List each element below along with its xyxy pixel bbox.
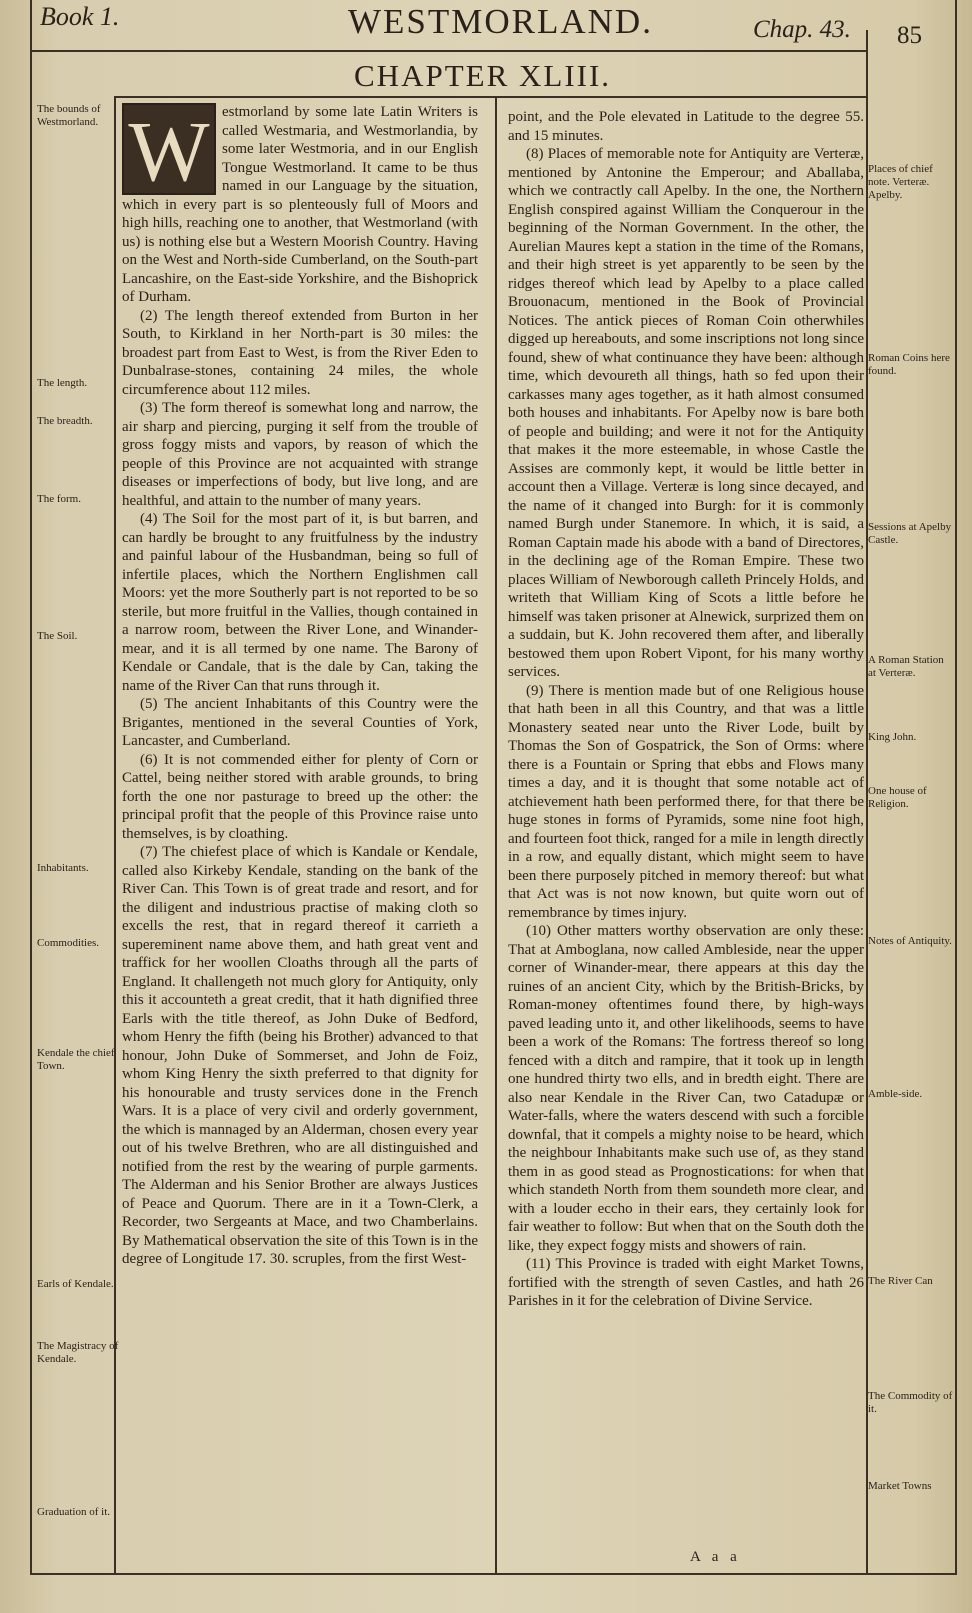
running-title: WESTMORLAND. bbox=[348, 2, 653, 41]
margin-note: Notes of Antiquity. bbox=[868, 935, 952, 947]
margin-note: Amble-side. bbox=[868, 1088, 923, 1100]
text-column-left bbox=[122, 103, 478, 1269]
paragraph: (4) The Soil for the most part of it, is but barren, and can hardly be brought to any fruitfulness by the industry and painful labour of the Husbandman, being so full of infertile places, which the Northern Englishmen call Moors: yet the more Southerly part is not reported to be so sterile, but more fruitful in the Vallies, though contained in a narrow room, between the River Lone, and Winander-mear, and it is all termed by one name. The Barony of Kendale or Candale, that is the dale by Can, taking the name of the River Can that runs through it. bbox=[122, 511, 478, 694]
running-chapter: Chap. 43. bbox=[753, 16, 851, 43]
paragraph: point, and the Pole elevated in Latitude to the degree 55. and 15 minutes. bbox=[508, 109, 864, 144]
margin-note: The form. bbox=[37, 493, 81, 505]
paragraph: (9) There is mention made but of one Religious house that hath been in all this Country, and that was a little Monastery seated near unto the River Lode, built by Thomas the Son of Gospatrick, the Son of Orms: where there is a Fountain or Spring that ebbs and Flows many times a day, and it is thought that some notable act of atchievement hath been performed there, for that there be huge stones in forms of Pyramids, some nine foot high, and fourteen foot thick, ranged for a mile in length directly in a row, and equally distant, which might seem to have been there purposely pitched in memory thereof: but what that Act was is not now known, but quite worn out of remembrance by times injury. bbox=[508, 682, 864, 921]
margin-note: King John. bbox=[868, 731, 917, 743]
paragraph: (11) This Province is traded with eight Market Towns, fortified with the strength of seven Castles, and hath 26 Parishes in it for the celebration of Divine Service. bbox=[508, 1256, 864, 1309]
margin-note: Graduation of it. bbox=[37, 1506, 111, 1518]
margin-note: The Magistracy of Kendale. bbox=[37, 1340, 119, 1365]
paragraph: (3) The form thereof is somewhat long and narrow, the air sharp and piercing, purging it self from the trouble of gross foggy mists and vapors, by reason of which the people of this Province are not acquainted with strange diseases or imperfections of body, but live long, and are healthful, and attain to the number of many years. bbox=[122, 400, 478, 509]
drop-cap: W bbox=[122, 103, 216, 195]
paragraph: estmorland by some late Latin Writers is called Westmaria, and Westmorlandia, by some later Westmoria, and in our English Tongue Westmorland. It came to be thus named in our Language by the situation, which in every part is so plenteously full of Moors and high hills, reaching one to another, that Westmorland (with us) is nothing else but a Western Moorish Country. Having on the West and North-side Cumberland, on the South-part Lancashire, on the East-side Yorkshire, and the Bishoprick of Durham. bbox=[122, 104, 478, 305]
margin-note: A Roman Station at Verteræ. bbox=[868, 654, 944, 679]
paragraph: (2) The length thereof extended from Burton in her South, to Kirkland in her North-part is 30 miles: the broadest part from East to West, is from the River Eden to Dunbalrase-stones, containing 24 miles, the whole circumference about 112 miles. bbox=[122, 307, 478, 398]
margin-note: Roman Coins here found. bbox=[868, 352, 950, 377]
paragraph: (5) The ancient Inhabitants of this Country were the Brigantes, mentioned in the several Counties of York, Lancaster, and Cumberland. bbox=[122, 696, 478, 749]
margin-note: The length. bbox=[37, 377, 88, 389]
margin-note: Commodities. bbox=[37, 937, 100, 949]
page-number: 85 bbox=[897, 22, 922, 49]
signature-mark: A a a bbox=[690, 1549, 741, 1565]
text-column-right bbox=[508, 108, 864, 1311]
margin-note: The Commodity of it. bbox=[868, 1390, 953, 1415]
running-book: Book 1. bbox=[40, 2, 120, 31]
paragraph: (6) It is not commended either for plenty of Corn or Cattel, being neither stored with arable grounds, to bring forth the one nor pasturage to breed up the other: the principal profit that the people of this Province raise unto themselves, is by cloathing. bbox=[122, 751, 478, 842]
paragraph: (7) The chiefest place of which is Kandale or Kendale, called also Kirkeby Kendale, standing on the bank of the River Can. This Town is of great trade and resort, and for the diligent and industrious practise of making cloth so excells the rest, that in regard thereof it carrieth a supereminent name above them, and hath great vent and traffick for her woollen Cloaths through all the parts of England. It challengeth not much glory for Antiquity, only this it accounteth a great credit, that it hath dignified three Earls with the title thereof, as John Duke of Bedford, whom Henry the fifth (being his Brother) advanced to that honour, John Duke of Sommerset, and John de Foiz, whom King Henry the sixth preferred to that dignity for his honourable and trusty services done in the French Wars. It is a place of very civil and orderly government, the which is mannaged by an Alderman, chosen every year out of his twelve Brethren, who are all distinguished and notified from the rest by the wearing of purple garments. The Alderman and his Senior Brother are always Justices of Peace and Quorum. There are in it a Town-Clerk, a Recorder, two Sergeants at Mace, and two Chamberlains. By Mathematical observation the site of this Town is in the degree of Longitude 17. 30. scruples, from the first West- bbox=[122, 844, 478, 1267]
chapter-title: CHAPTER XLIII. bbox=[354, 58, 612, 93]
margin-note: Kendale the chief Town. bbox=[37, 1047, 115, 1072]
margin-note: Inhabitants. bbox=[37, 862, 89, 874]
margin-note: The River Can bbox=[868, 1275, 933, 1287]
paragraph: (10) Other matters worthy observation are only these: That at Amboglana, now called Ambleside, near the upper corner of Winander-mear, there appears at this day the ruines of an ancient City, which by the British-Bricks, by Roman-money oftentimes found there, by high-ways paved leading unto it, and other likelihoods, seems to have been a work of the Romans: The fortress thereof so long fenced with a ditch and rampire, that it took up in length one hundred thirty two ells, and in bredth eight. There are also near Kendale in the River Can, two Catadupæ or Water-falls, where the waters descend with such a forcible downfal, that it compels a mighty noise to be heard, which the neighbour Inhabitants make such use of, as they stand them in as good stead as Prognostications: for when that which standeth North from them soundeth more clear, and with a louder eccho in their ears, they certainly look for fair weather to follow: But when that on the South doth the like, they expect foggy mists and showers of rain. bbox=[508, 923, 864, 1254]
margin-note: One house of Religion. bbox=[868, 785, 927, 810]
margin-note: The breadth. bbox=[37, 415, 93, 427]
paragraph: (8) Places of memorable note for Antiquity are Verteræ, mentioned by Antonine the Emperour; and Aballaba, which we contractly call Apelby. In the one, the Northern English conspired against William the Conquerour in the beginning of the Norman Government. In the other, the Aurelian Maures kept a station in the time of the Romans, and their high street is yet apparently to be seen by the ridges thereof which lead by Apelby to a place called Brouonacum, mentioned in the Book of Provincial Notices. The antick pieces of Roman Coin otherwhiles digged up hereabouts, and some inscriptions not long since found, shew of what continuance they have been: although time, which devoureth all things, hath so fed upon their carkasses many ages together, as it hath almost consumed both houses and inhabitants. For Apelby now is bare both of people and building; and were it not for the Antiquity that makes it the more esteemable, in whose Castle the Assises are commonly kept, it would be little better in account then a Village. Verteræ is long since decayed, and the name of it changed into Burgh: for it is commonly named Burgh under Stanemore. In which, it is said, a Roman Captain made his abode with a band of Directores, in the declining age of the Roman Empire. These two places William of Newborough calleth Princely Holds, and writeth that William King of Scots a little before he himself was taken prisoner at Alnewick, surprized them on a suddain, but K. John recovered them after, and liberally bestowed them upon Robert Vipont, for his many worthy services. bbox=[508, 146, 864, 680]
margin-note: Market Towns bbox=[868, 1480, 932, 1492]
margin-note: Earls of Kendale. bbox=[37, 1278, 114, 1290]
margin-note: Sessions at Apelby Castle. bbox=[868, 521, 952, 546]
margin-note: The bounds of Westmorland. bbox=[37, 103, 101, 128]
margin-note: Places of chief note. Verteræ. Apelby. bbox=[868, 163, 933, 201]
margin-note: The Soil. bbox=[37, 630, 78, 642]
